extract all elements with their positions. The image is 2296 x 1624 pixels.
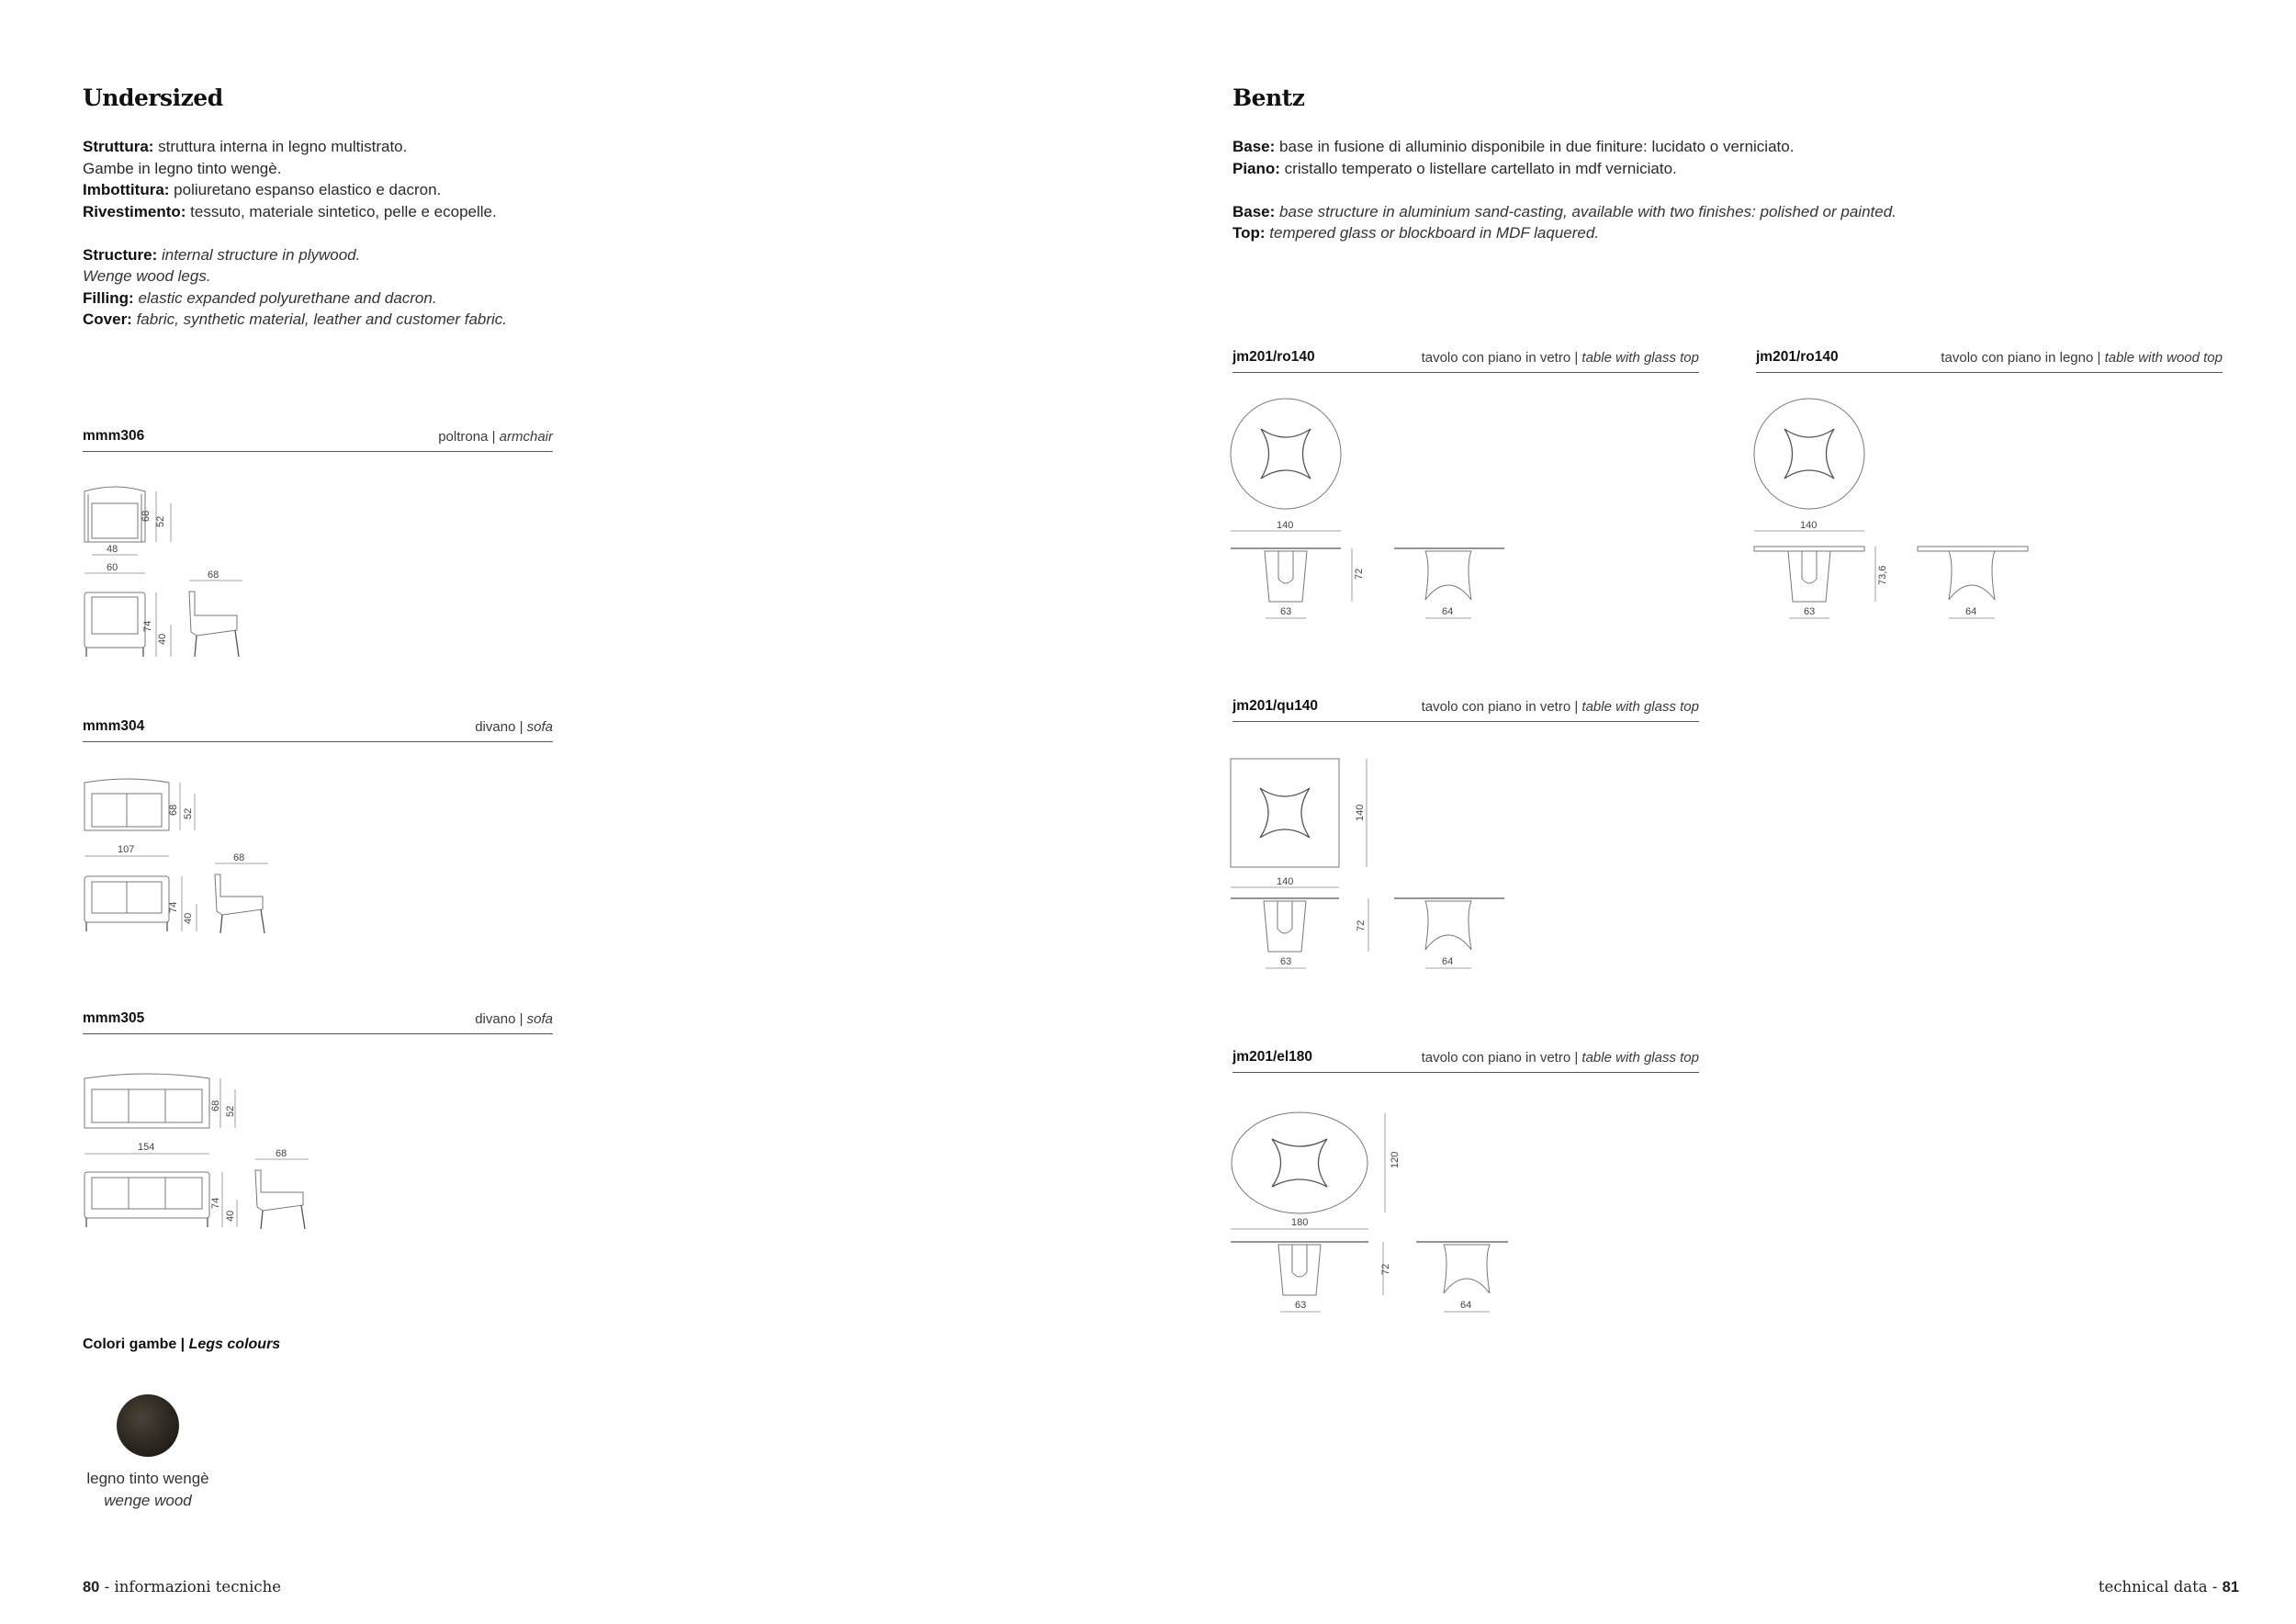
section-title-bentz: Bentz (1232, 85, 1305, 111)
dim-h-seat: 40 (157, 633, 168, 645)
dim-depth: 48 (107, 544, 118, 555)
desc-line: Base: base in fusione di alluminio disponibile in due finiture: lucidato o verniciato. (1232, 138, 1795, 155)
dim-base-front: 63 (1280, 956, 1292, 967)
desc-line: Piano: cristallo temperato o listellare cartellato in mdf verniciato. (1232, 159, 1677, 177)
dim-side: 68 (208, 570, 219, 581)
product-code: jm201/ro140 (1232, 349, 1315, 365)
product-code: mmm304 (83, 718, 145, 734)
dim-height: 73,6 (1877, 565, 1888, 585)
product-type: divano | sofa (475, 1011, 553, 1027)
dim-base-side: 64 (1442, 606, 1454, 617)
footer-right: technical data - 81 (2098, 1578, 2239, 1596)
dim-top: 140 (1277, 876, 1294, 887)
dim-width: 60 (107, 562, 118, 573)
product-header-jm201-qu140 (1232, 698, 1699, 722)
dim-depth: 140 (1355, 804, 1366, 821)
dim-top: 140 (1277, 520, 1294, 531)
dim-h-total: 74 (142, 620, 153, 632)
desc-line: Struttura: struttura interna in legno multistrato. (83, 138, 408, 155)
product-code: jm201/ro140 (1756, 349, 1839, 365)
dim-height: 72 (1354, 568, 1365, 580)
dim-depth: 120 (1390, 1151, 1401, 1168)
dim-base-side: 64 (1460, 1300, 1472, 1311)
desc-line: Top: tempered glass or blockboard in MDF laquered. (1232, 224, 1600, 242)
dim-h-arm: 52 (155, 515, 166, 527)
product-type: tavolo con piano in vetro | table with glass top (1421, 350, 1699, 366)
dim-height: 72 (1380, 1263, 1391, 1275)
dim-base-side: 64 (1965, 606, 1977, 617)
page-number: 80 (83, 1579, 100, 1596)
dim-side: 68 (233, 852, 245, 863)
dim-top: 140 (1800, 520, 1818, 531)
dim-h-total: 74 (168, 901, 179, 913)
product-header-jm201-el180 (1232, 1049, 1699, 1073)
dim-h-seat: 40 (225, 1210, 236, 1222)
dim-width: 107 (118, 844, 135, 855)
dim-h-total: 74 (210, 1197, 221, 1209)
footer-left: 80 - informazioni tecniche (83, 1578, 281, 1596)
desc-line: Imbottitura: poliuretano espanso elastico e dacron. (83, 181, 442, 198)
table-square-drawing (1231, 759, 1525, 979)
product-header-mmm306 (83, 428, 553, 452)
dim-h-arm: 52 (225, 1105, 236, 1117)
dim-base-side: 64 (1442, 956, 1454, 967)
color-swatch-wenge (117, 1394, 179, 1457)
dim-height: 72 (1356, 919, 1367, 931)
product-header-mmm305 (83, 1010, 553, 1034)
dim-h-seat: 40 (183, 912, 194, 924)
desc-line: Structure: internal structure in plywood. (83, 245, 361, 264)
product-code: mmm306 (83, 428, 145, 444)
desc-line: Filling: elastic expanded polyurethane and dacron. (83, 288, 437, 307)
dim-h-arm: 52 (183, 807, 194, 819)
table-round-glass-drawing (1231, 409, 1525, 629)
product-header-jm201-ro140-wood (1756, 349, 2223, 373)
bentz-description (1232, 136, 2243, 244)
product-code: mmm305 (83, 1010, 145, 1026)
dim-width: 154 (138, 1142, 155, 1153)
sofa-3-seat-drawing (73, 1067, 340, 1251)
desc-line: Cover: fabric, synthetic material, leather and customer fabric. (83, 310, 508, 328)
dim-base-front: 63 (1804, 606, 1816, 617)
page-number: 81 (2222, 1579, 2239, 1596)
armchair-drawing (73, 478, 276, 675)
table-oval-drawing (1231, 1110, 1543, 1330)
product-code: jm201/el180 (1232, 1049, 1313, 1065)
desc-line: Base: base structure in aluminium sand-casting, available with two finishes: polished or painted. (1232, 202, 1896, 220)
product-code: jm201/qu140 (1232, 698, 1319, 714)
product-header-jm201-ro140-glass (1232, 349, 1699, 373)
undersized-description (83, 136, 726, 331)
sofa-2-seat-drawing (73, 773, 312, 957)
product-header-mmm304 (83, 718, 553, 742)
dim-h-back: 68 (141, 510, 152, 522)
product-type: tavolo con piano in vetro | table with glass top (1421, 699, 1699, 715)
desc-line: Rivestimento: tessuto, materiale sintetico, pelle e ecopelle. (83, 202, 497, 220)
dim-top: 180 (1291, 1217, 1309, 1228)
desc-line: Gambe in legno tinto wengè. (83, 159, 282, 177)
desc-line: Wenge wood legs. (83, 267, 211, 285)
product-type: tavolo con piano in vetro | table with glass top (1421, 1050, 1699, 1066)
dim-side: 68 (276, 1148, 287, 1159)
dim-base-front: 63 (1280, 606, 1292, 617)
product-type: divano | sofa (475, 719, 553, 735)
dim-base-front: 63 (1295, 1300, 1307, 1311)
dim-h-back: 68 (210, 1100, 221, 1111)
product-type: poltrona | armchair (438, 429, 553, 445)
product-type: tavolo con piano in legno | table with wood top (1941, 350, 2223, 366)
section-title-undersized: Undersized (83, 85, 223, 111)
legs-colours-title: Colori gambe | Legs colours (83, 1336, 281, 1352)
table-round-wood-drawing (1754, 409, 2048, 629)
dim-h-back: 68 (168, 804, 179, 816)
swatch-label: legno tinto wengè wenge wood (86, 1470, 209, 1509)
